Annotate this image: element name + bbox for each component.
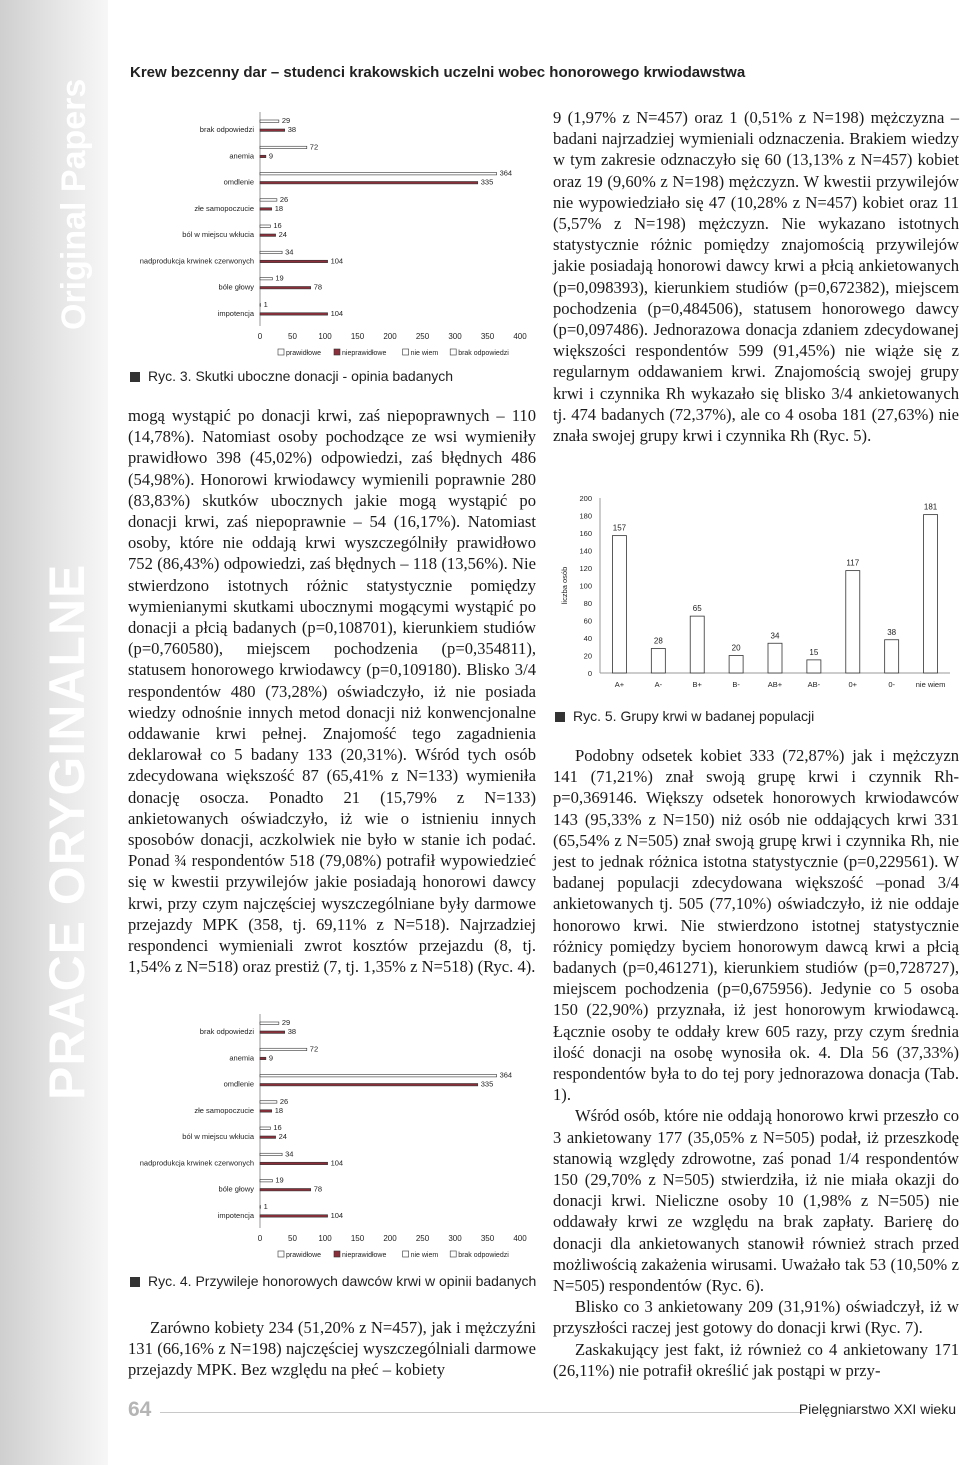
data-label: 24 <box>278 230 287 239</box>
data-label: 18 <box>274 203 284 213</box>
bar <box>260 1057 266 1059</box>
data-label: 117 <box>846 558 860 568</box>
data-label: 104 <box>330 1210 344 1220</box>
bar <box>260 251 282 253</box>
x-tick-label: 250 <box>415 332 430 341</box>
x-tick-label: 200 <box>383 332 397 341</box>
bar <box>260 1048 307 1050</box>
legend-swatch <box>334 1251 340 1257</box>
right-column-text-top <box>553 107 959 446</box>
data-label: 1 <box>263 1201 268 1211</box>
bar <box>768 643 782 673</box>
bar <box>260 1162 328 1164</box>
y-tick-label: 180 <box>579 511 592 521</box>
legend-swatch <box>403 1251 409 1257</box>
data-label: 335 <box>480 1079 494 1089</box>
bar <box>690 616 704 673</box>
bar <box>260 146 307 148</box>
bar <box>260 120 279 122</box>
y-tick-label: 100 <box>579 581 592 591</box>
bar <box>260 1136 276 1138</box>
x-tick-label: 250 <box>415 1234 430 1243</box>
data-label: 29 <box>281 116 291 125</box>
journal-name: Pielęgniarstwo XXI wieku <box>798 1401 956 1417</box>
running-head: Krew bezcenny dar – studenci krakowskich uczelni wobec honorowego krwiodawstwa <box>130 64 746 81</box>
bar <box>260 182 478 184</box>
bar <box>260 304 261 306</box>
figure-5-caption <box>555 708 814 724</box>
bar <box>260 1206 261 1208</box>
bar <box>260 287 311 289</box>
paragraph: Zaskakujący jest fakt, iż również co 4 ankietowany 171 (26,11%) nie potrafił określić jak postąpi w przy- <box>553 1339 959 1380</box>
bar <box>260 129 285 131</box>
category-label: złe samopoczucie <box>194 203 254 213</box>
legend-label: brak odpowiedzi <box>458 1252 509 1259</box>
x-tick-label: AB+ <box>767 680 783 689</box>
data-label: 26 <box>279 194 289 204</box>
bar <box>260 1022 279 1024</box>
data-label: 104 <box>330 1158 344 1168</box>
figure-3-caption <box>130 368 453 384</box>
category-label: brak odpowiedzi <box>199 1027 254 1037</box>
y-tick-label: 120 <box>579 564 592 573</box>
bar <box>260 1180 272 1182</box>
category-label: nadprodukcja krwinek czerwonych <box>139 1158 254 1168</box>
legend-swatch <box>278 1251 284 1257</box>
x-tick-label: 0- <box>888 680 896 689</box>
section-title: PRACE ORYGINALNE <box>39 563 95 1100</box>
data-label: 38 <box>287 1027 297 1036</box>
bar <box>846 571 860 673</box>
legend-swatch <box>450 1251 456 1257</box>
data-label: 72 <box>309 1044 319 1054</box>
category-label: brak odpowiedzi <box>199 125 254 135</box>
data-label: 72 <box>309 142 319 152</box>
x-tick-label: B- <box>732 680 740 689</box>
bar <box>260 1075 497 1077</box>
x-tick-label: 50 <box>288 332 297 341</box>
data-label: 29 <box>281 1018 291 1027</box>
figure-4-title: Przywileje honorowych dawców krwi w opinii badanych <box>195 1273 537 1289</box>
x-tick-label: 0 <box>257 1234 263 1243</box>
bar <box>260 199 277 201</box>
data-label: 34 <box>285 247 294 257</box>
category-label: bóle głowy <box>218 282 254 292</box>
bar <box>260 234 276 236</box>
x-tick-label: B+ <box>692 680 702 689</box>
figure-3-title: Skutki uboczne donacji - opinia badanych <box>195 368 454 384</box>
figure-5-chart <box>555 483 955 703</box>
x-tick-label: nie wiem <box>915 680 946 689</box>
bar <box>260 1215 328 1217</box>
bar <box>260 1153 282 1155</box>
y-tick-label: 80 <box>583 599 592 608</box>
data-label: 16 <box>273 221 282 230</box>
x-tick-label: 50 <box>288 1234 297 1243</box>
y-tick-label: 140 <box>579 546 592 556</box>
data-label: 157 <box>612 523 627 533</box>
category-label: ból w miejscu wkłucia <box>182 230 254 240</box>
bar <box>260 1031 285 1033</box>
data-label: 18 <box>274 1105 284 1115</box>
x-tick-label: 400 <box>513 1234 527 1243</box>
legend-swatch <box>450 349 456 355</box>
legend-label: nie wiem <box>410 1252 439 1259</box>
legend-swatch <box>403 349 409 355</box>
category-label: bóle głowy <box>218 1184 254 1194</box>
data-label: 19 <box>275 1175 284 1185</box>
x-tick-label: A+ <box>614 680 625 689</box>
bar <box>612 536 626 673</box>
data-label: 335 <box>480 177 494 187</box>
data-label: 78 <box>313 282 323 292</box>
bar <box>260 1110 272 1112</box>
legend-swatch <box>334 349 340 355</box>
bar <box>729 656 743 674</box>
legend-label: prawidłowe <box>286 1252 322 1259</box>
category-label: omdlenie <box>223 1079 254 1089</box>
caption-square-icon <box>130 372 140 382</box>
data-label: 24 <box>278 1132 287 1141</box>
y-tick-label: 0 <box>587 669 592 678</box>
figure-4-caption <box>130 1273 536 1289</box>
x-tick-label: 350 <box>480 332 495 341</box>
bar <box>260 1189 311 1191</box>
legend-swatch <box>278 349 284 355</box>
y-tick-label: 60 <box>583 616 592 626</box>
x-tick-label: 300 <box>448 1234 462 1243</box>
y-tick-label: 160 <box>579 529 592 538</box>
x-tick-label: 350 <box>480 1234 495 1243</box>
category-label: anemia <box>229 151 254 161</box>
x-tick-label: AB- <box>807 680 821 689</box>
figure-4-chart <box>120 1010 540 1265</box>
x-tick-label: 0 <box>257 332 263 341</box>
caption-square-icon <box>130 1277 140 1287</box>
caption-square-icon <box>555 712 565 722</box>
x-tick-label: A- <box>654 680 663 689</box>
x-tick-label: 100 <box>318 332 332 341</box>
category-label: ból w miejscu wkłucia <box>182 1132 254 1142</box>
legend-label: prawidłowe <box>286 350 322 357</box>
data-label: 181 <box>923 502 938 512</box>
figure-3-chart <box>120 108 540 363</box>
data-label: 78 <box>313 1184 323 1194</box>
left-column-text-end <box>128 1317 536 1381</box>
bar <box>260 1084 478 1086</box>
data-label: 38 <box>887 627 897 637</box>
paragraph: 9 (1,97% z N=457) oraz 1 (0,51% z N=198) mężczyzna – badani najrzadziej wymieniali odznaczenia. Brakiem wiedzy w tym zakresie odznaczyło się 60 (13,13% z N=457) kobiet oraz 19 (9,60% z N=198) mężczyzn. W kwestii przywilejów nie wypowiedziało się 47 (10,28% z N=457) kobiet oraz 11 (5,57% z N=198) mężczyzn. Nie wykazano istotnych statystycznie różnic pomiędzy znajomością przywilejów jakie posiadają honorowi dawcy krwi a płcią ankietowanych (p=0,098393), kierunkiem studiów (p=0,672382), miejscem pochodzenia (p=0,484506), statusem honorowego dawcy (p=0,097486). Jednorazowa donacja zdaniem zdecydowanej większości respondentów 599 (91,45%) nie wiąże się z regularnym oddawaniem krwi. Znajomością swojej grupy krwi i czynnika Rh wykazało się blisko 3/4 ankietowanych tj. 474 badanych (72,37%), ale co 4 osoba 181 (27,63%) nie znała swojej grupy krwi i czynnika Rh (Ryc. 5). <box>553 108 959 446</box>
category-label: impotencja <box>217 1210 254 1220</box>
data-label: 104 <box>330 256 344 266</box>
figure-4-label: Ryc. 4. <box>148 1273 192 1289</box>
category-label: omdlenie <box>223 177 254 187</box>
category-label: impotencja <box>217 308 254 318</box>
sidebar-band <box>0 0 108 1465</box>
data-label: 364 <box>499 1070 513 1080</box>
figure-5-title: Grupy krwi w badanej populacji <box>620 708 815 724</box>
data-label: 19 <box>275 273 284 283</box>
paragraph: mogą wystąpić po donacji krwi, zaś niepoprawnych – 110 (14,78%). Natomiast osoby pochodzące ze wsi wymieniły prawidłowo 398 (45,02%) odpowiedzi, zaś błędnych 486 (54,98%). Honorowi krwiodawcy wymienili poprawnie 280 (83,83%) skutków ubocznych jakie mogą wystąpić po donacji krwi, zaś niepoprawnie – 54 (16,17%). Natomiast osoby, które nie oddają krwi wyszczególniły prawidłowo 752 (86,43%) odpowiedzi, zaś błędnych – 118 (13,56%). Nie stwierdzono istotnych różnic statystycznie pomiędzy wymienianymi skutkami ubocznymi mogącymi wystąpić po donacji a płcią badanych (p=0,108701), kierunkiem studiów (p=0,760580), miejscem pochodzenia (p=0,354811), statusem honorowego krwiodawcy (p=0,109180). Blisko 3/4 respondentów 480 (73,28%) oświadczyło, iż nie posiada wiedzy odnośnie innych metod donacji niż konwencjonalne oddawanie krwi pełnej. Znajomość tego zagadnienia deklarował co 5 badany 133 (20,31%). Wśród tych osób zdecydowana większość 87 (65,41% z N=133) wymieniła donację osocza. Ponadto 21 (15,79% z N=133) ankietowanych oświadczyło, iż wie o istnieniu innych sposobów donacji, aczkolwiek nie było w stanie ich podać. Ponad ¾ respondentów 518 (79,08%) potrafił wypowiedzieć się w kwestii przywilejów jakie posiadają honorowi dawcy krwi, przy czym najczęściej wyszczególniane były darmowe przejazdy MPK (358, tj. 69,11% z N=518). Najrzadziej respondenci wymieniali zwrot kosztów przejazdu (8, tj. 1,54% z N=518) oraz prestiż (7, tj. 1,35% z N=518) (Ryc. 4). <box>128 406 536 977</box>
data-label: 364 <box>499 168 513 178</box>
x-tick-label: 150 <box>350 1234 365 1243</box>
data-label: 15 <box>809 647 819 657</box>
right-column-text-bottom <box>553 745 959 1381</box>
section-subtitle: Original Papers <box>55 78 93 330</box>
legend-label: nieprawidłowe <box>342 1252 387 1259</box>
x-tick-label: 100 <box>318 1234 332 1243</box>
x-tick-label: 400 <box>513 332 527 341</box>
data-label: 16 <box>273 1123 282 1132</box>
page-number: 64 <box>128 1398 152 1421</box>
y-axis-label: liczba osób <box>560 566 569 605</box>
bar <box>260 155 266 157</box>
data-label: 9 <box>268 1053 274 1063</box>
bar <box>651 649 665 674</box>
paragraph: Blisko co 3 ankietowany 209 (31,91%) oświadczył, iż w przyszłości raczej jest gotowy do donacji krwi (Ryc. 7). <box>553 1297 959 1338</box>
bar <box>260 278 272 280</box>
category-label: złe samopoczucie <box>194 1105 254 1115</box>
category-label: anemia <box>229 1053 254 1063</box>
left-column-text <box>128 405 536 977</box>
data-label: 34 <box>285 1149 294 1159</box>
y-tick-label: 200 <box>579 494 592 503</box>
bar <box>885 640 899 673</box>
x-tick-label: 200 <box>383 1234 397 1243</box>
data-label: 34 <box>770 631 780 641</box>
data-label: 1 <box>263 299 268 309</box>
x-tick-label: 0+ <box>848 680 858 689</box>
bar <box>260 1101 277 1103</box>
bar <box>260 260 328 262</box>
data-label: 65 <box>692 604 702 614</box>
legend-label: nieprawidłowe <box>342 350 387 357</box>
x-tick-label: 300 <box>448 332 462 341</box>
bar <box>260 1127 270 1129</box>
y-tick-label: 20 <box>583 651 592 661</box>
y-tick-label: 40 <box>583 634 592 643</box>
footer-rule <box>160 1412 805 1413</box>
figure-3-label: Ryc. 3. <box>148 368 192 384</box>
bar <box>260 208 272 210</box>
x-tick-label: 150 <box>350 332 365 341</box>
legend-label: brak odpowiedzi <box>458 350 509 357</box>
bar <box>260 225 270 227</box>
figure-5-label: Ryc. 5. <box>573 708 617 724</box>
bar <box>807 660 821 673</box>
data-label: 104 <box>330 308 344 318</box>
data-label: 20 <box>731 643 741 653</box>
paragraph: Zarówno kobiety 234 (51,20% z N=457), jak i mężczyźni 131 (66,16% z N=198) najczęściej wyszczególniali darmowe przejazdy MPK. Bez względu na płeć – kobiety <box>128 1318 536 1380</box>
paragraph: Podobny odsetek kobiet 333 (72,87%) jak i mężczyzn 141 (71,21%) znał swoją grupę krwi i czynnik Rh-p=0,369146. Większy odsetek honorowych krwiodawców 143 (95,33% z N=150) niż osób nie oddających krwi 331 (65,54% z N=505) znał swoją grupę krwi i czynnika Rh, nie jest to jednak różnica istotna statystycznie (p=0,229561). W badanej populacji zdecydowana większość –ponad 3/4 ankietowanych tj. 505 (77,10%) oświadczyło, iż nie oddaje honorowo krwi. Nie stwierdzono istotnej statystycznie różnicy pomiędzy byciem honorowym dawcą krwi a płcią badanych (p=0,461271), kierunkiem studiów (p=0,728727), miejscem pochodzenia (p=0,675956). Jedynie co 5 osoba 150 (22,90%) przyznała, iż jest honorowym krwiodawcą. Łącznie osoby te oddały krew 605 razy, przy czym średnia ilość donacji na osobę wynosiła ok. 4. Dla 56 (37,33%) respondentów była to do tej pory jednorazowa donacja (Tab. 1). <box>553 746 959 1105</box>
bar <box>260 313 328 315</box>
data-label: 9 <box>268 151 274 161</box>
data-label: 26 <box>279 1096 289 1106</box>
category-label: nadprodukcja krwinek czerwonych <box>139 256 254 266</box>
legend-label: nie wiem <box>410 350 439 357</box>
data-label: 28 <box>653 636 663 646</box>
paragraph: Wśród osób, które nie oddają honorowo krwi przeszło co 3 ankietowany 177 (35,05% z N=505) podał, iż przeszkodę stanowią względy zdrowotne, zaś ponad 1/4 respondentów 150 (29,70% z N=505) stwierdziła, iż nie miała okazji do donacji krwi. Nieliczne osoby 10 (1,98% z N=505) nie oddawały krwi ze względu na brak zapłaty. Barierę do donacji dla ankietowanych stanowił również strach przed możliwością zakażenia wirusami. Uważało tak 53 (10,50% z N=505) respondentów (Ryc. 6). <box>553 1106 959 1296</box>
data-label: 38 <box>287 125 297 134</box>
bar <box>924 515 938 673</box>
bar <box>260 173 497 175</box>
